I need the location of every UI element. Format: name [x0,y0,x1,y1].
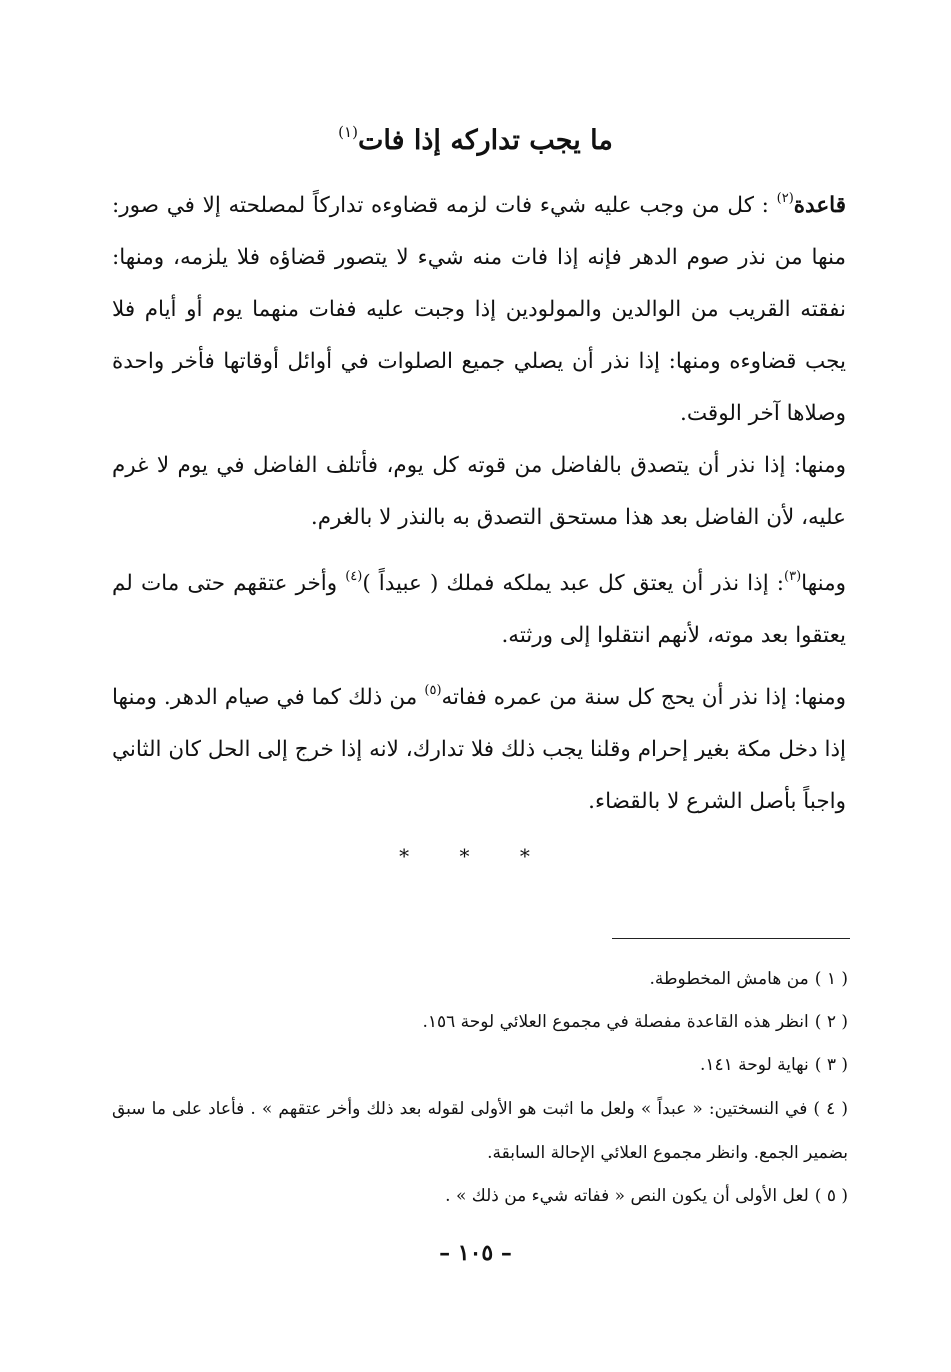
footnote-number: ( ٣ ) [814,1055,848,1075]
paragraph-2-body: ومنها: إذا نذر أن يتصدق بالفاضل من قوته كل يوم، فأتلف الفاضل في يوم لا غرم عليه، لأن الفاضل بعد هذا مستحق التصدق به بالنذر لا بالغرم. [112,453,846,530]
footnote-2 [112,1001,848,1044]
footnote-ref-5: (٥) [424,683,442,698]
rule-body: : كل من وجب عليه شيء فات لزمه قضاوءه تداركاً لمصلحته إلا في صور: منها من نذر صوم الدهر فإنه إذا فات منه شيء لا يتصور قضاؤه فلا يلزمه، ومنها: نفقته القريب من الوالدين والمولودين إذا وجبت عليه ففات منهما يوم أو أيام فلا يجب قضاوءه ومنها: إذا نذر أن يصلي جميع الصلوات في أوائل أوقاتها فأخر واحدة وصلاها آخر الوقت. [112,193,846,426]
footnote-3 [112,1044,848,1087]
footnote-divider [612,938,850,939]
paragraph-3-mid: : إذا نذر أن يعتق كل عبد يملكه فملك ( عبيداً ) [362,571,784,596]
footnote-4 [112,1087,848,1175]
title-text: ما يجب تداركه إذا فات [357,125,613,157]
footnote-5 [112,1175,848,1218]
footnote-1 [112,958,848,1001]
footnote-number: ( ٤ ) [813,1099,848,1119]
footnote-number: ( ٥ ) [814,1186,848,1206]
footnote-ref-3: (٣) [784,569,802,584]
footnote-ref-4: (٤) [345,569,363,584]
footnote-text: في النسختين: « عبداً » ولعل ما اثبت هو الأولى لقوله بعد ذلك وأخر عتقهم » . فأعاد على ما سبق بضمير الجمع. وانظر مجموع العلائي الإحالة السابقة. [112,1099,848,1163]
paragraph-4-tail: من ذلك كما في صيام الدهر. ومنها إذا دخل مكة بغير إحرام وقلنا يجب ذلك فلا تدارك، لانه إذا خرج إلى الحل كان الثاني واجباً بأصل الشرع لا بالقضاء. [112,685,846,814]
footnote-text: نهاية لوحة ١٤١. [699,1055,809,1075]
page-number: – ١٠٥ – [439,1240,512,1266]
paragraph-3-lead: ومنها [801,571,846,596]
rule-heading: قاعدة [793,193,846,218]
paragraph-3-tail: وأخر عتقهم حتى مات لم يعتقوا بعد موته، لأنهم انتقلوا إلى ورثته. [112,571,846,648]
paragraph-4-head: ومنها: إذا نذر أن يحج كل سنة من عمره ففاته [441,685,846,710]
paragraph-2 [112,440,846,544]
paragraph-rule [112,180,846,440]
footnote-text: من هامش المخطوطة. [649,969,809,989]
title-footnote-ref: (١) [338,123,358,142]
section-separator: * * * [399,844,552,868]
footnote-text: لعل الأولى أن يكون النص « ففاته شيء من ذلك » . [445,1186,809,1206]
page-title [0,112,951,161]
footnote-number: ( ٢ ) [814,1012,848,1032]
paragraph-4 [112,672,846,828]
paragraph-3 [112,558,846,662]
footnote-text: انظر هذه القاعدة مفصلة في مجموع العلائي لوحة ١٥٦. [422,1012,809,1032]
footnote-number: ( ١ ) [814,969,848,989]
footnotes [112,958,848,1218]
footnote-ref-2: (٢) [776,191,794,206]
